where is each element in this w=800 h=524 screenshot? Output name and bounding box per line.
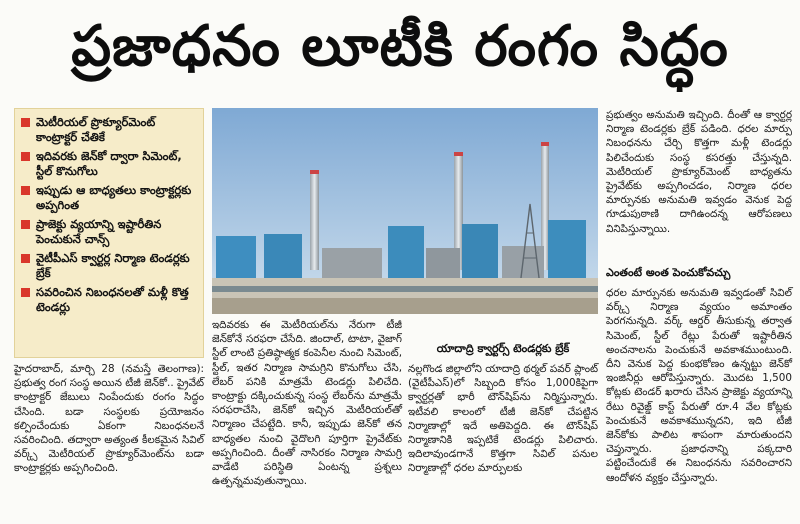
highlight-item [21, 149, 197, 179]
subheading-yadadri: యాదాద్రి క్వార్టర్స్ టెండర్లకు బ్రేక్ [436, 342, 570, 355]
article-column-2: ఇదివరకు ఈ మెటీరియల్‌ను నేరుగా టీజీ జెన్‌కోనే సరఫరా చేసేది. జిందాల్, టాటా, వైజాగ్ స్టీల్ లాంటి ప్రతిష్ఠాత్మక కంపెనీల నుంచి సిమెంట్, స్టీల్, ఇతర నిర్మాణ సామగ్రిని కొనుగోలు చేసి, లేబర్ పనికి మాత్రమే టెండర్లు పిలిచేది. కాంట్రాక్టు దక్కించుకున్న సంస్థ లేబర్‌ను మాత్రమే సరఫరాచేసి, జెన్‌కో ఇచ్చిన మెటీరియల్‌తో నిర్మాణం చేపట్టేది. కానీ, ఇప్పుడు జెన్‌కో తన బాధ్యతల నుంచి వైదొలగి పూర్తిగా ప్రైవేట్‌కు అప్పగించింది. దీంతో నాసిరకం నిర్మాణ సామగ్రి వాడేటి పరిస్థితి ఏంటన్న ప్రశ్నలు ఉత్పన్నమవుతున్నాయి. [212, 319, 402, 488]
bullet-square-icon [21, 118, 30, 127]
article-column-1: హైదరాబాద్, మార్చి 28 (నమస్తే తెలంగాణ): ప్రభుత్వ రంగ సంస్థ అయిన టీజీ జెన్‌కో.. ప్రైవేట్ కాంట్రాక్టర్ జేబులు నింపేందుకు రంగం సిద్ధం చేసింది. బడా సంస్థలకు ప్రయోజనం కల్పించేందుకు ఏకంగా నిబంధనలనే సవరించింది. తద్వారా అత్యంత కీలకమైన సివిల్ వర్క్స్ మెటీరియల్ ప్రొక్యూర్‌మెంట్‌ను బడా కాంట్రాక్టర్లకు అప్పగించింది. [14, 363, 204, 475]
highlight-text: ఇప్పుడు ఆ బాధ్యతలు కాంట్రాక్టర్లకు అప్పగింత [36, 183, 192, 212]
bullet-square-icon [21, 152, 30, 161]
subheading-price-hike: ఎంతంటే అంత పెంచుకోవచ్చు [606, 266, 731, 279]
bullet-square-icon [21, 254, 30, 263]
article-column-3: నల్లగొండ జిల్లాలోని యాదాద్రి థర్మల్ పవర్ ప్లాంట్ (వైటీపీఎస్)లో సిబ్బంది కోసం 1,000కిపైగా క్వార్టర్లతో భారీ టౌన్‌షిప్‌ను నిర్మిస్తున్నారు. ఇటీవలి కాలంలో టీజీ జెన్‌కో చేపట్టిన నిర్మాణాల్లో ఇదే అతిపెద్దది. ఈ టౌన్‌షిప్ నిర్మాణానికి ఇప్పటికే టెండర్లు పిలిచారు. ఇదిలావుండగానే కొత్తగా సివిల్ పనుల నిర్మాణాల్లో ధరల మార్పులకు [408, 363, 598, 475]
bullet-square-icon [21, 186, 30, 195]
highlight-item [21, 251, 197, 281]
highlights-box [14, 108, 204, 358]
bullet-square-icon [21, 220, 30, 229]
highlight-text: వైటీపీఎస్ క్వార్టర్ల నిర్మాణ టెండర్లకు బ్రేక్ [36, 251, 190, 280]
headline: ప్రజాధనం లూటీకి రంగం సిద్ధం [71, 13, 729, 79]
bullet-square-icon [21, 288, 30, 297]
highlight-item [21, 285, 197, 315]
highlight-item [21, 115, 197, 145]
article-column-4-lower: ధరల మార్పునకు అనుమతి ఇవ్వడంతో సివిల్ వర్క్స్ నిర్మాణ వ్యయం అమాంతం పెరగనున్నది. వర్క్ ఆర్డర్ తీసుకున్న తర్వాత సిమెంట్, స్టీల్ రేట్లు పేరుతో ఇష్టారీతిన అంచనాలను పెంచుకునే అవకాశముంటుంది. దీని వెనుక పెద్ద కుంభకోణం ఉన్నట్టు జెన్‌కో ఇంజినీర్లు ఆరోపిస్తున్నారు. మొదట 1,500 కోట్లకు టెండర్ ఖరారు చేసిన ప్రాజెక్టు వ్యయాన్ని రేటు రివైజ్డ్ కాస్ట్ పేరుతో రూ.4 వేల కోట్లకు పెంచుకునే అవకాశమున్నదని, ఇది టీజీ జెన్‌కోకు పాలిట శాపంగా మారుతుందని చెప్తున్నారు. ప్రజాధనాన్ని పక్కదారి పట్టించేందుకే ఈ నిబంధనను సవరించారని ఆందోళన వ్యక్తం చేస్తున్నారు. [606, 287, 792, 484]
highlight-text: ప్రాజెక్టు వ్యయాన్ని ఇష్టారీతిన పెంచుకునే చాన్స్ [36, 217, 162, 246]
highlight-text: సవరించిన నిబంధనలతో మళ్లీ కొత్త టెండర్లు [36, 285, 189, 314]
article-column-4-upper: ప్రభుత్వం అనుమతి ఇచ్చింది. దీంతో ఆ క్వార్టర్ల నిర్మాణ టెండర్లకు బ్రేక్ పడింది. ధరల మార్పు నిబంధనను చేర్చి కొత్తగా మళ్లీ టెండర్లు పిలిచేందుకు సంస్థ కసరత్తు చేస్తున్నది. మెటీరియల్ ప్రొక్యూర్‌మెంట్ బాధ్యతను ప్రైవేట్‌కు అప్పగించడం, నిర్మాణ ధరల మార్పునకు అనుమతి ఇవ్వడం వెనుక పెద్ద గూడుపుఠాణి దాగిఉందన్న ఆరోపణలు వినిపిస్తున్నాయి. [606, 109, 792, 235]
highlight-text: మెటీరియల్ ప్రొక్యూర్‌మెంట్ కాంట్రాక్టర్ చేతికే [36, 115, 156, 144]
highlight-text: ఇదివరకు జెన్‌కో ద్వారా సిమెంట్, స్టీల్ కొనుగోలు [36, 149, 182, 178]
power-plant-photo [212, 108, 598, 314]
highlight-item [21, 183, 197, 213]
highlight-item [21, 217, 197, 247]
